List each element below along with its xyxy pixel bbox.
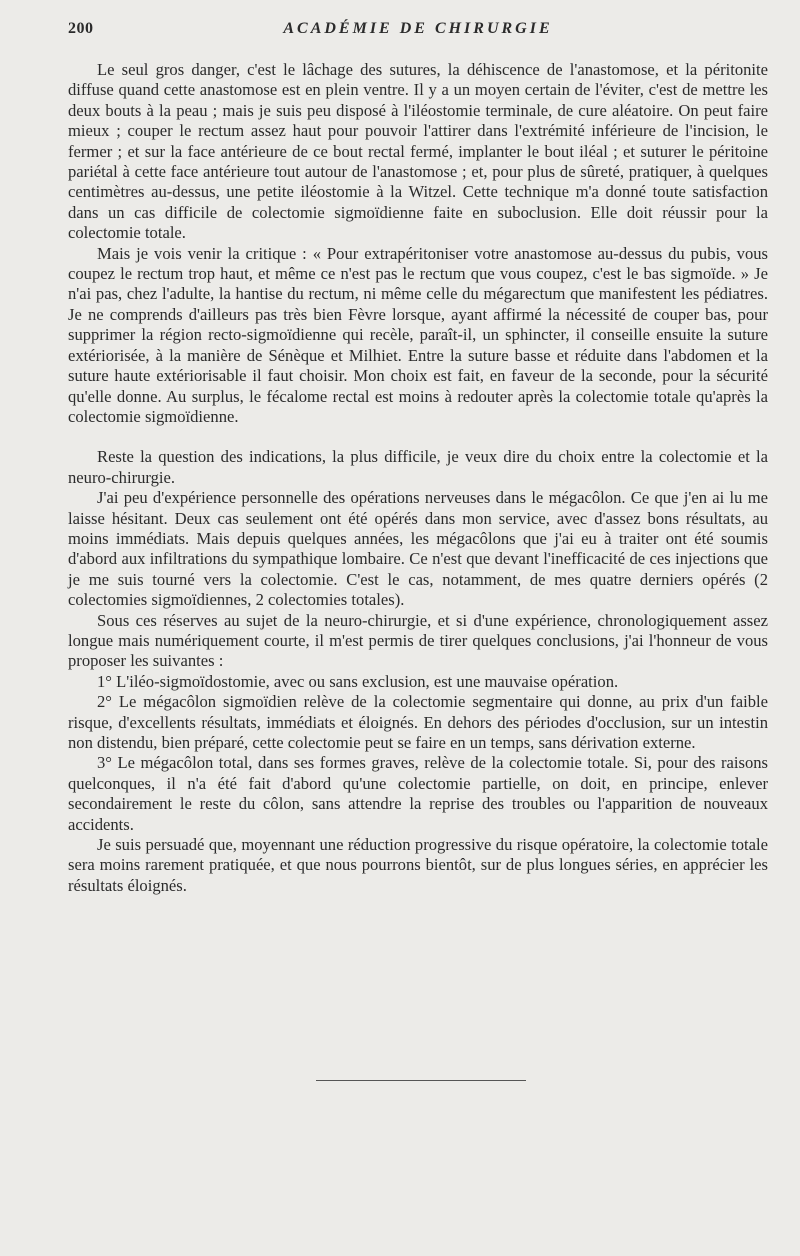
end-rule <box>316 1080 526 1081</box>
paragraph: J'ai peu d'expérience personnelle des opérations nerveuses dans le mégacôlon. Ce que j'en ai lu me laisse hésitant. Deux cas seulement ont été opérés dans mon service, avec d'assez bons résultats, au moins immédiats. Mais depuis quelques années, les mégacôlons que j'ai eu à traiter ont été soumis d'abord aux infiltrations du sympathique lombaire. Ce n'est que devant l'inefficacité de ces injections que je me suis tourné vers la colectomie. C'est le cas, notamment, de mes quatre derniers opérés (2 colectomies sigmoïdiennes, 2 colectomies totales). <box>68 488 768 610</box>
paragraph: Je suis persuadé que, moyennant une réduction progressive du risque opératoire, la colectomie totale sera moins rarement pratiquée, et que nous pourrons bientôt, sur de plus longues séries, en apprécier les résultats éloignés. <box>68 835 768 895</box>
conclusion-item: 2° Le mégacôlon sigmoïdien relève de la colectomie segmentaire qui donne, au prix d'un faible risque, d'excellents résultats, immédiats et éloignés. En dehors des périodes d'occlusion, sur un intestin non distendu, bien préparé, cette colectomie peut se faire en un temps, sans dérivation externe. <box>68 692 768 752</box>
paragraph: Sous ces réserves au sujet de la neuro-chirurgie, et si d'une expérience, chronologiquement assez longue mais numériquement courte, il m'est permis de tirer quelques conclusions, j'ai l'honneur de vous proposer les suivantes : <box>68 610 768 671</box>
page-number: 200 <box>68 20 94 37</box>
running-title: ACADÉMIE DE CHIRURGIE <box>283 20 553 37</box>
paragraph: Le seul gros danger, c'est le lâchage des sutures, la déhiscence de l'anastomose, et la péritonite diffuse quand cette anastomose est en plein ventre. Il y a un moyen certain de l'éviter, c'est de mettre les deux bouts à la peau ; mais je suis peu disposé à l'iléostomie terminale, de cure aléatoire. On peut faire mieux ; couper le rectum assez haut pour pouvoir l'attirer dans l'extrémité inférieure de l'incision, le fermer ; et sur la face antérieure de ce bout rectal fermé, implanter le bout iléal ; et suturer le péritoine pariétal à cette face antérieure tout autour de l'anastomose ; et, pour plus de sûreté, pratiquer, à quelques centimètres au-dessus, une petite iléostomie à la Witzel. Cette technique m'a donné toute satisfaction dans un cas difficile de colectomie sigmoïdienne faite en suboclusion. Elle doit réussir pour la colectomie totale. <box>68 60 768 243</box>
paragraph: Reste la question des indications, la plus difficile, je veux dire du choix entre la colectomie et la neuro-chirurgie. <box>68 447 768 487</box>
paragraph: Mais je vois venir la critique : « Pour extrapéritoniser votre anastomose au-dessus du pubis, vous coupez le rectum trop haut, et même ce n'est pas le rectum que vous coupez, c'est le bas sigmoïde. » Je n'ai pas, chez l'adulte, la hantise du rectum, ni même celle du mégarectum que manifestent les pédiatres. Je ne comprends d'ailleurs pas très bien Fèvre lorsque, ayant affirmé la nécessité de couper bas, pour supprimer la région recto-sigmoïdienne qui recèle, paraît-il, un sphincter, il conseille ensuite la suture extériorisée, à la manière de Sénèque et Milhiet. Entre la suture basse et réduite dans l'abdomen et la suture haute extériorisable il faut choisir. Mon choix est fait, en faveur de la seconde, pour la sécurité qu'elle donne. Au surplus, le fécalome rectal est moins à redouter après la colectomie totale qu'après la colectomie sigmoïdienne. <box>68 243 768 426</box>
page-header <box>68 20 768 44</box>
conclusion-item: 3° Le mégacôlon total, dans ses formes graves, relève de la colectomie totale. Si, pour des raisons quelconques, il n'a été fait d'abord qu'une colectomie partielle, on doit, en principe, enlever secondairement le reste du côlon, sans attendre la reprise des troubles ou l'apparition de nouveaux accidents. <box>68 753 768 834</box>
body-text <box>68 60 768 896</box>
conclusion-item: 1° L'iléo-sigmoïdostomie, avec ou sans exclusion, est une mauvaise opération. <box>97 671 619 691</box>
